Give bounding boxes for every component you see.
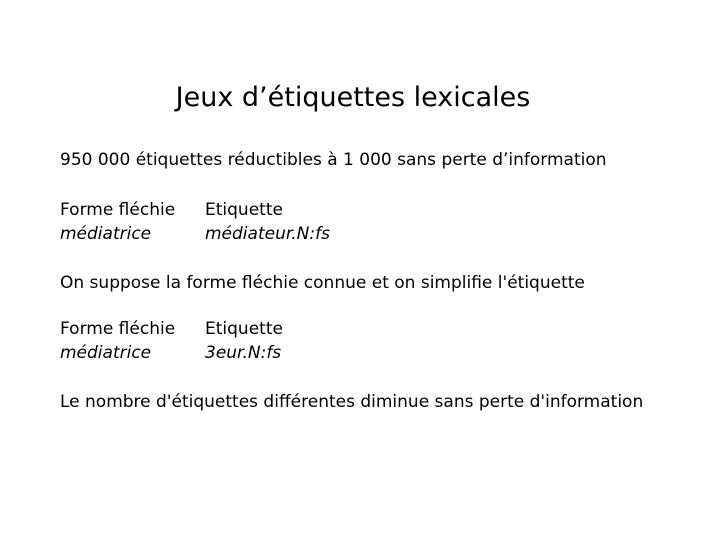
intro-text: 950 000 étiquettes réductibles à 1 000 sans perte d’information xyxy=(60,150,607,170)
inflected-form-value: médiatrice xyxy=(60,224,152,244)
example-pair-2 xyxy=(60,317,660,367)
slide-title: Jeux d’étiquettes lexicales xyxy=(175,82,531,113)
column-inflected-form xyxy=(60,317,175,365)
tag-value: 3eur.N:fs xyxy=(205,343,282,363)
inflected-form-value: médiatrice xyxy=(60,343,152,363)
column-header-tag: Etiquette xyxy=(205,200,283,220)
tag-value: médiateur.N:fs xyxy=(205,224,330,244)
column-header-tag: Etiquette xyxy=(205,319,283,339)
column-tag xyxy=(205,198,330,246)
column-header-inflected-form: Forme fléchie xyxy=(60,200,176,220)
conclusion-text: Le nombre d'étiquettes différentes diminue sans perte d'information xyxy=(60,392,644,412)
example-pair-1 xyxy=(60,198,660,248)
middle-text: On suppose la forme fléchie connue et on simplifie l'étiquette xyxy=(60,273,585,293)
column-tag xyxy=(205,317,283,365)
column-header-inflected-form: Forme fléchie xyxy=(60,319,176,339)
column-inflected-form xyxy=(60,198,175,246)
